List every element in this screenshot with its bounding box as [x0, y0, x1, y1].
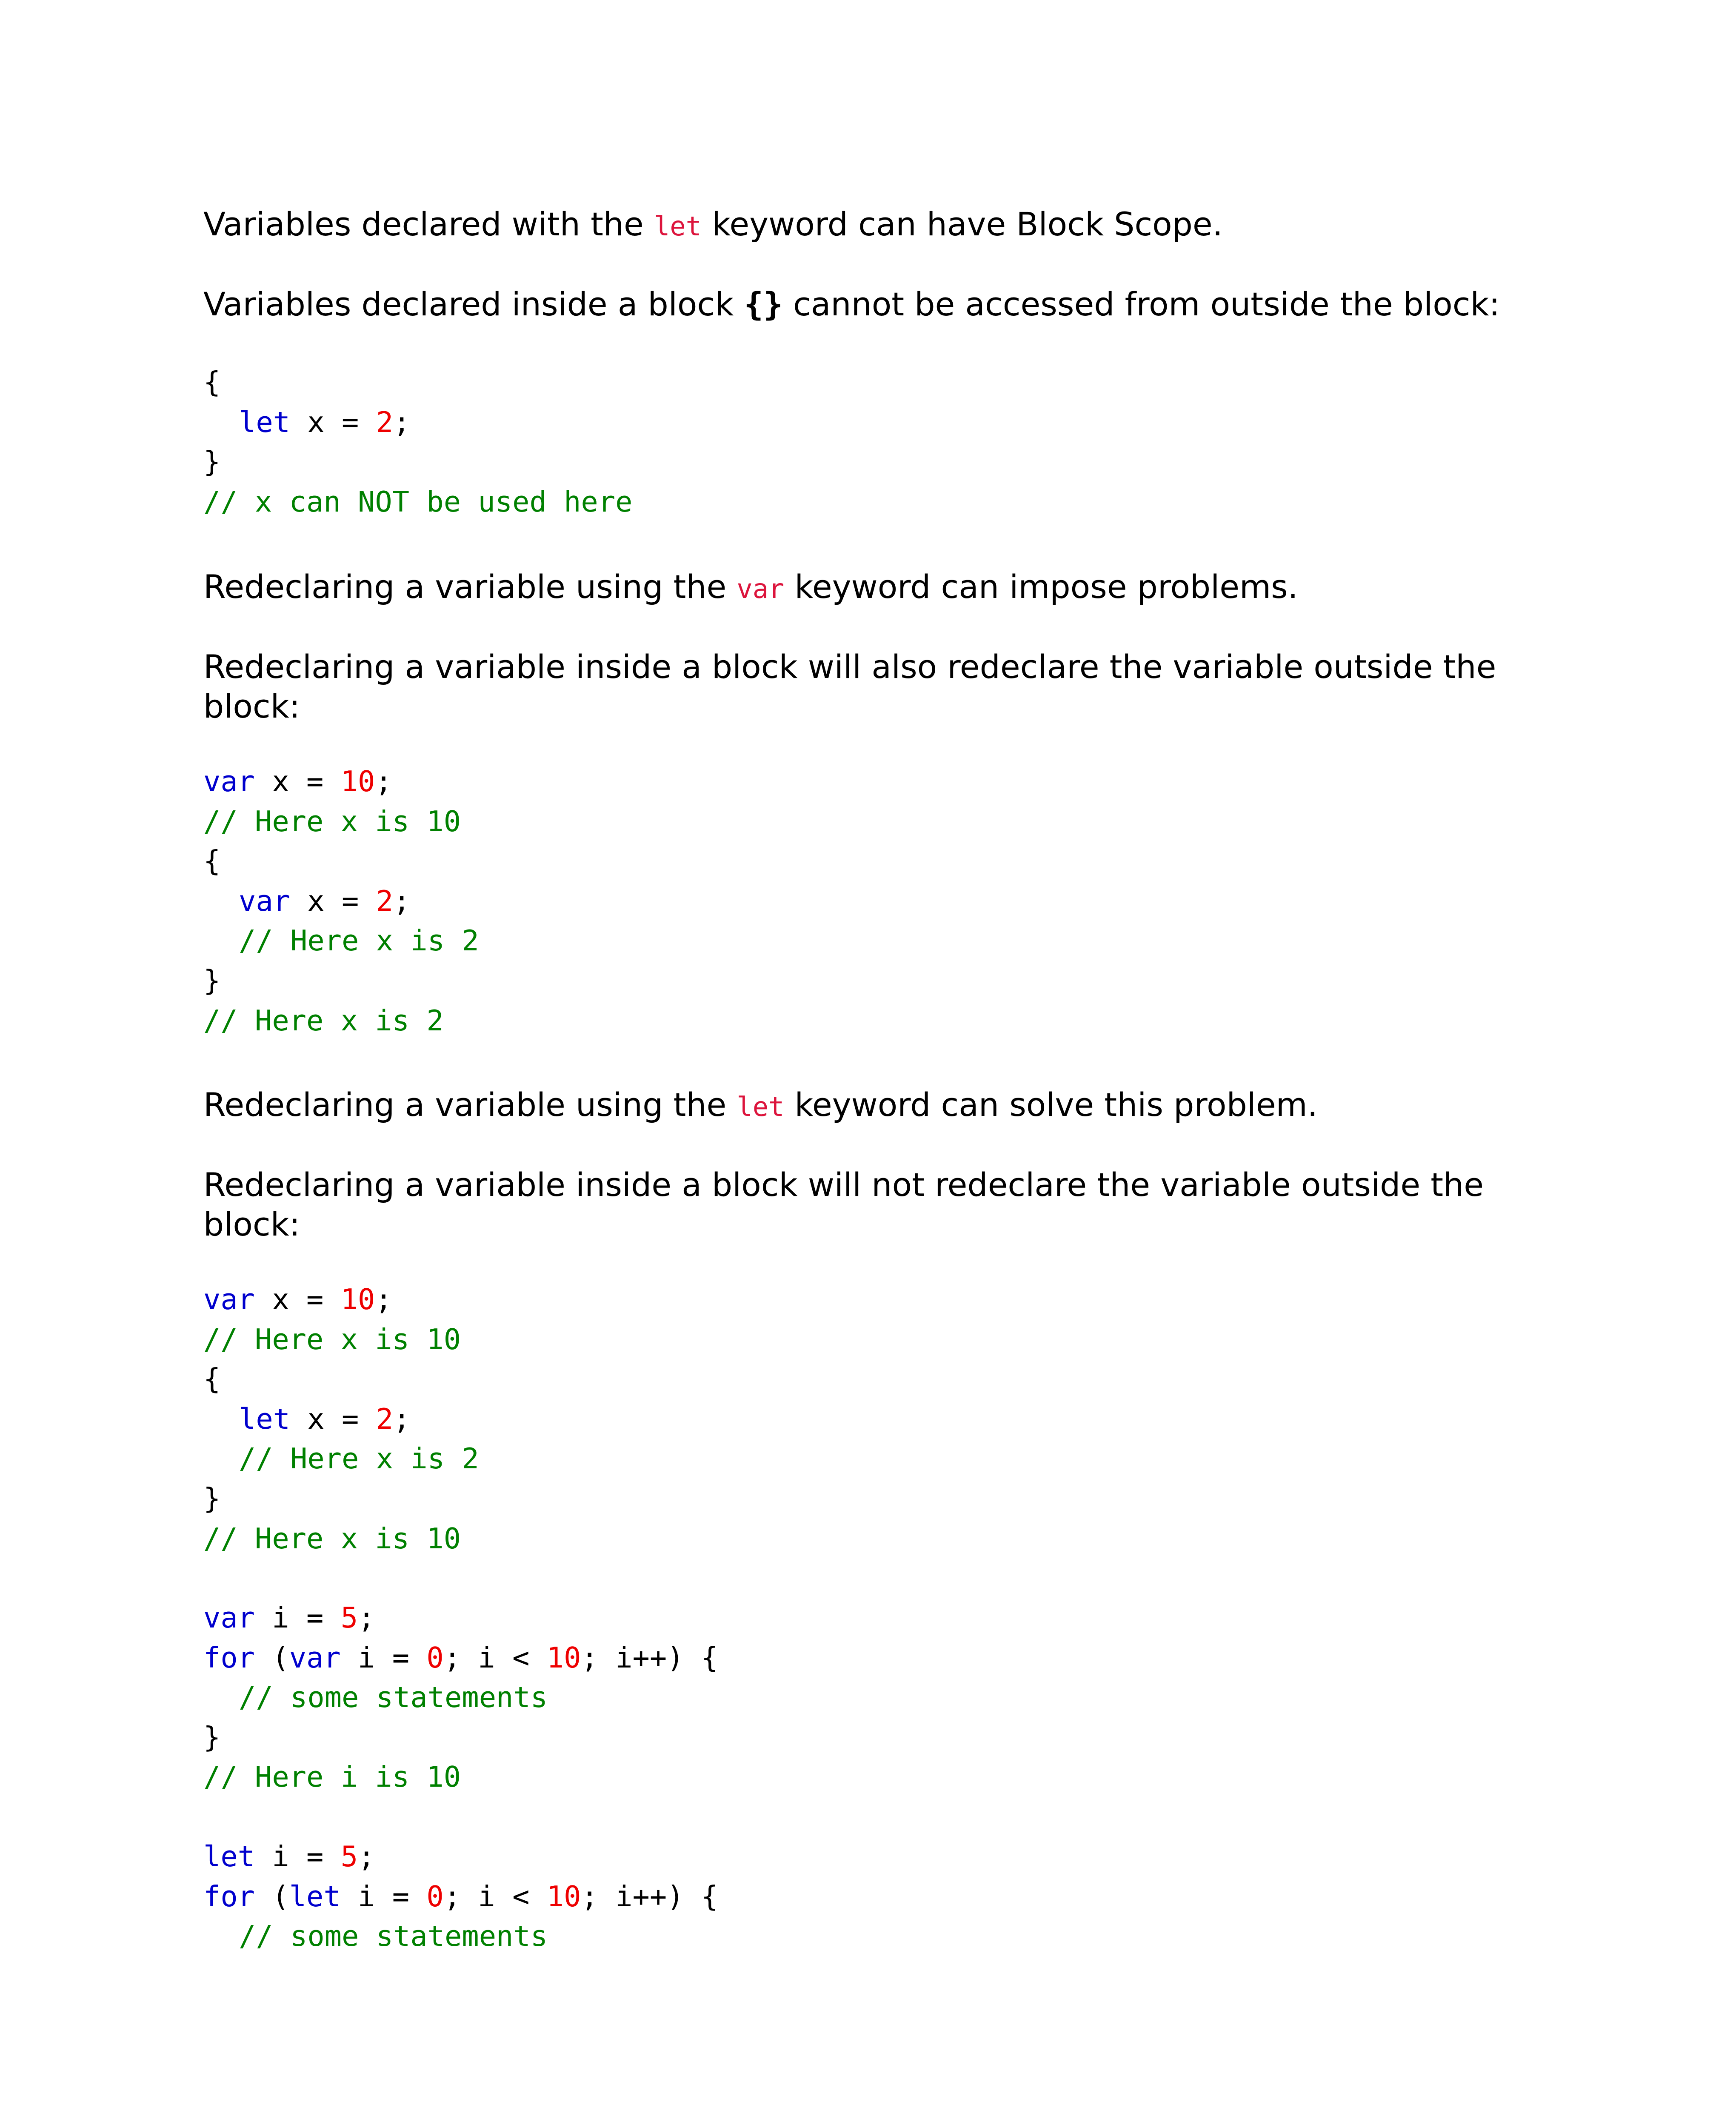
code-comment: // x can NOT be used here — [203, 485, 633, 518]
text: keyword can solve this problem. — [784, 1086, 1318, 1124]
text: Variables declared inside a block — [203, 285, 744, 323]
paragraph-var-problems — [203, 567, 1298, 609]
text: Variables declared with the — [203, 205, 654, 243]
text-line: block: — [203, 1205, 300, 1243]
code-line: let x = 2; — [239, 405, 411, 439]
code-line: for (let i = 0; i < 10; i++) { — [203, 1879, 719, 1913]
code-line: var i = 5; — [203, 1601, 375, 1634]
text: Redeclaring a variable using the — [203, 1086, 737, 1124]
text: Redeclaring a variable using the — [203, 568, 737, 606]
inline-code-var: var — [737, 573, 785, 604]
text: cannot be accessed from outside the block: — [782, 285, 1500, 323]
paragraph-let-block-scope — [203, 204, 1223, 246]
code-line: let x = 2; — [239, 1402, 411, 1436]
code-comment: // Here i is 10 — [203, 1760, 461, 1794]
code-line: } — [203, 964, 221, 997]
paragraph-block-access — [203, 284, 1500, 324]
text-line: Redeclaring a variable inside a block will not redeclare the variable outside the — [203, 1166, 1484, 1204]
code-block-5 — [203, 1837, 718, 1956]
braces-bold: {} — [744, 285, 783, 323]
code-block-4 — [203, 1598, 718, 1797]
code-line: var x = 10; — [203, 765, 392, 798]
text-line: Redeclaring a variable inside a block will also redeclare the variable outside the — [203, 648, 1496, 686]
code-comment: // Here x is 10 — [203, 1322, 461, 1356]
inline-code-let: let — [654, 211, 702, 242]
inline-code-let: let — [737, 1091, 785, 1122]
paragraph-let-solves — [203, 1085, 1318, 1127]
code-line: } — [203, 1482, 221, 1515]
code-comment: // some statements — [239, 1681, 548, 1714]
code-block-2 — [203, 762, 479, 1041]
code-comment: // some statements — [239, 1919, 548, 1953]
text: keyword can have Block Scope. — [701, 205, 1223, 243]
text: keyword can impose problems. — [784, 568, 1298, 606]
paragraph-redeclare-not — [203, 1165, 1484, 1244]
code-line: let i = 5; — [203, 1840, 375, 1873]
code-line: } — [203, 1720, 221, 1754]
code-line: { — [203, 844, 221, 878]
code-line: var x = 2; — [239, 884, 411, 918]
code-line: } — [203, 445, 221, 479]
text-line: block: — [203, 687, 300, 725]
code-comment: // Here x is 2 — [239, 924, 479, 958]
code-line: { — [203, 1362, 221, 1396]
code-line: for (var i = 0; i < 10; i++) { — [203, 1641, 719, 1674]
code-line: { — [203, 366, 221, 399]
code-block-3 — [203, 1280, 479, 1559]
code-comment: // Here x is 10 — [203, 804, 461, 838]
code-block-1 — [203, 363, 632, 522]
code-comment: // Here x is 2 — [203, 1004, 444, 1037]
code-line: var x = 10; — [203, 1283, 392, 1316]
paragraph-redeclare-also — [203, 647, 1496, 726]
code-comment: // Here x is 10 — [203, 1522, 461, 1555]
code-comment: // Here x is 2 — [239, 1442, 479, 1476]
